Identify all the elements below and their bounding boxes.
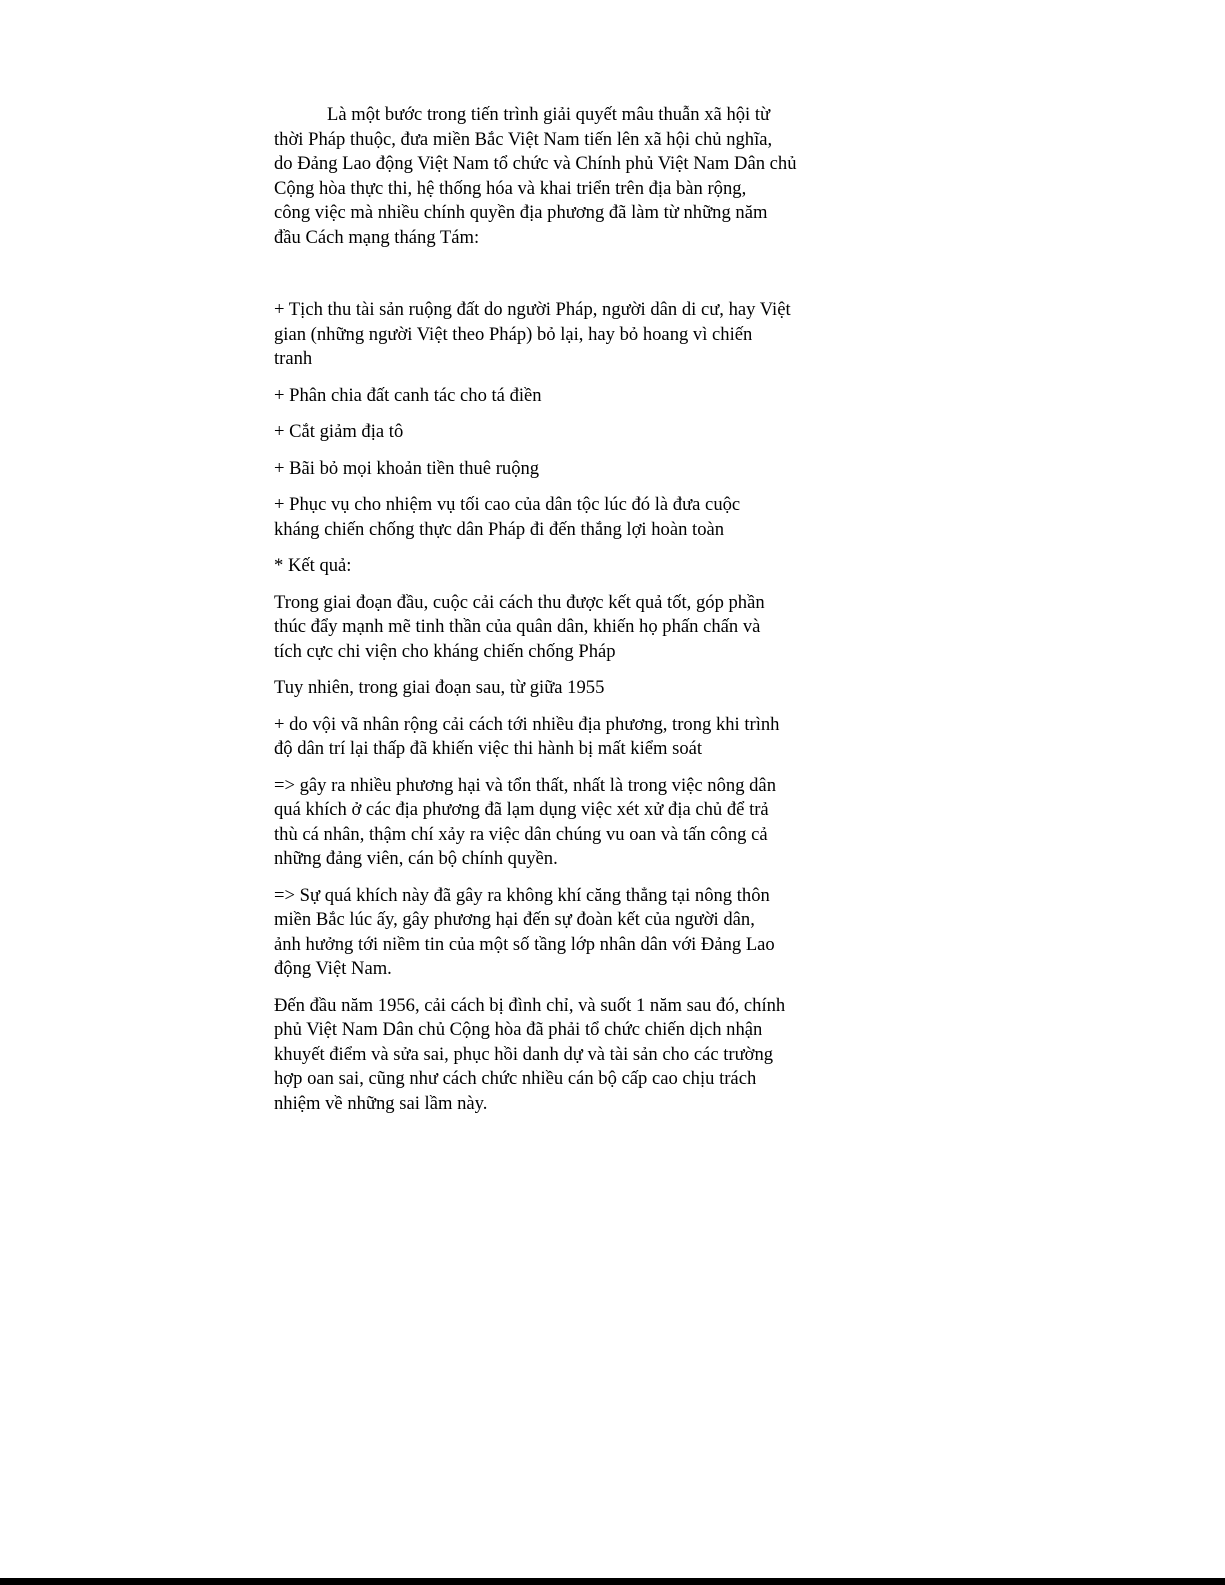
list-item-abolish-fees: + Bãi bỏ mọi khoản tiền thuê ruộng: [274, 457, 540, 479]
results-early-stage-paragraph: Trong giai đoạn đầu, cuộc cải cách thu được kết quả tốt, góp phần thúc đẩy mạnh mẽ tinh thần của quân dân, khiến họ phấn chấn và tích cực chi viện cho kháng chiến chống Pháp: [274, 591, 765, 662]
list-item-confiscation: + Tịch thu tài sản ruộng đất do người Pháp, người dân di cư, hay Việt gian (những người Việt theo Pháp) bỏ lại, hay bỏ hoang vì chiến tranh: [274, 299, 791, 369]
results-heading: * Kết quả:: [274, 555, 352, 576]
tension-paragraph: => Sự quá khích này đã gây ra không khí căng thẳng tại nông thôn miền Bắc lúc ấy, gây phương hại đến sự đoàn kết của người dân, ảnh hưởng tới niềm tin của một số tầng lớp nhân dân với Đảng Lao động Việt Nam.: [274, 884, 775, 979]
list-item-national-task: + Phục vụ cho nhiệm vụ tối cao của dân tộc lúc đó là đưa cuộc kháng chiến chống thực dân Pháp đi đến thắng lợi hoàn toàn: [274, 494, 741, 540]
consequence-paragraph: => gây ra nhiều phương hại và tổn thất, nhất là trong việc nông dân quá khích ở các địa phương đã lạm dụng việc xét xử địa chủ để trả thù cá nhân, thậm chí xảy ra việc dân chúng vu oan và tấn công cả những đảng viên, cán bộ chính quyền.: [274, 774, 776, 869]
list-item-rent-reduction: + Cắt giảm địa tô: [274, 421, 404, 442]
conclusion-paragraph: Đến đầu năm 1956, cải cách bị đình chỉ, và suốt 1 năm sau đó, chính phủ Việt Nam Dân chủ Cộng hòa đã phải tổ chức chiến dịch nhận khuyết điểm và sửa sai, phục hồi danh dự và tài sản cho các trường hợp oan sai, cũng như cách chức nhiều cán bộ cấp cao chịu trách nhiệm về những sai lầm này.: [274, 994, 786, 1114]
cause-paragraph: + do vội vã nhân rộng cải cách tới nhiều địa phương, trong khi trình độ dân trí lại thấp đã khiến việc thi hành bị mất kiểm soát: [274, 713, 780, 759]
results-later-stage-paragraph: Tuy nhiên, trong giai đoạn sau, từ giữa 1955: [274, 677, 605, 698]
document-body: [274, 103, 854, 1116]
intro-paragraph: Là một bước trong tiến trình giải quyết mâu thuẫn xã hội từ thời Pháp thuộc, đưa miền Bắc Việt Nam tiến lên xã hội chủ nghĩa, do Đảng Lao động Việt Nam tổ chức và Chính phủ Việt Nam Dân chủ Cộng hòa thực thi, hệ thống hóa và khai triển trên địa bàn rộng, công việc mà nhiều chính quyền địa phương đã làm từ những năm đầu Cách mạng tháng Tám:: [274, 104, 797, 248]
bottom-border: [0, 1578, 1225, 1585]
list-item-land-distribution: + Phân chia đất canh tác cho tá điền: [274, 384, 542, 406]
